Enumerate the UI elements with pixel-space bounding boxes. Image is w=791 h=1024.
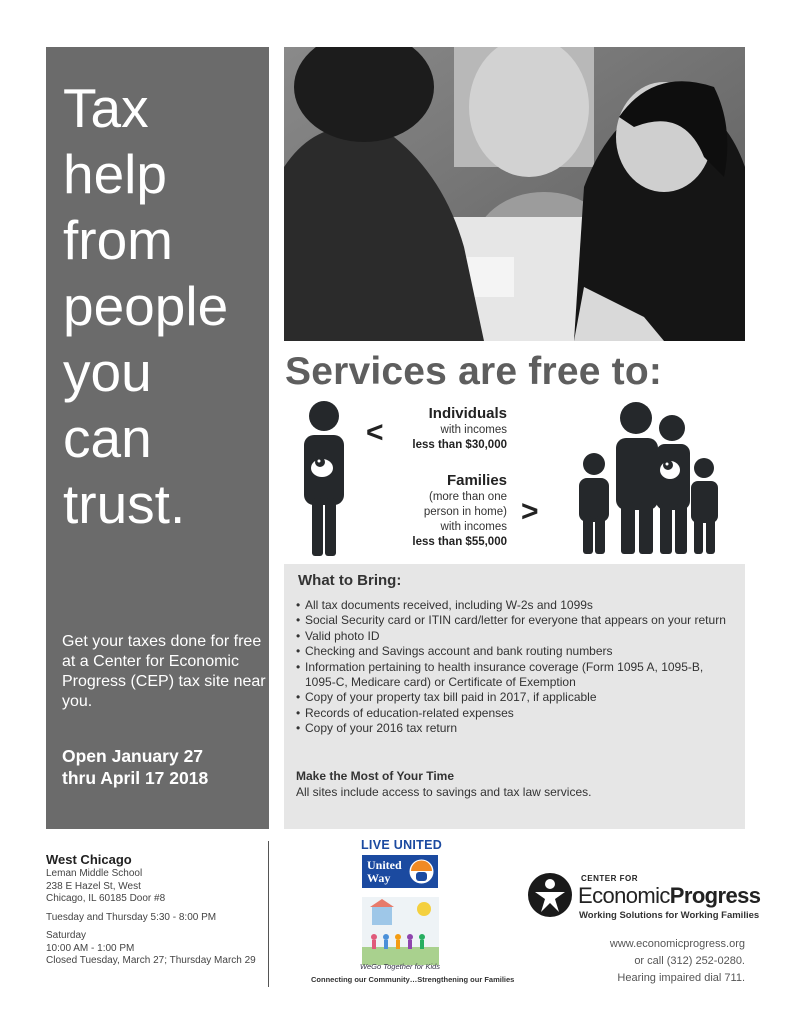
list-item: • Copy of your property tax bill paid in 2017, if applicable xyxy=(296,690,736,705)
contact-info xyxy=(560,936,745,987)
family-icon xyxy=(574,398,722,554)
phone-number: or call (312) 252-0280. xyxy=(634,955,745,967)
headline-line: can xyxy=(63,407,152,469)
hearing-impaired-line: Hearing impaired dial 711. xyxy=(617,972,745,984)
united-way-hand-icon xyxy=(408,858,435,885)
headline-line: people xyxy=(63,275,229,337)
united-way-logo xyxy=(362,855,438,888)
headline-line: you xyxy=(63,341,152,403)
united-way-text: Way xyxy=(367,871,391,885)
divider xyxy=(268,841,269,987)
families-income-limit: less than $55,000 xyxy=(412,536,507,548)
individuals-line: with incomes xyxy=(440,424,507,436)
headline-line: from xyxy=(63,209,173,271)
intro-text: Get your taxes done for free at a Center for Economic Progress (CEP) tax site near you. xyxy=(62,633,266,710)
address-line: Leman Middle School xyxy=(46,868,143,879)
less-than-symbol: < xyxy=(366,416,384,449)
connecting-tagline: Connecting our Community…Strengthening our Families xyxy=(311,975,515,984)
headline-line: Tax xyxy=(63,77,149,139)
saturday-label: Saturday xyxy=(46,930,87,941)
headline xyxy=(63,75,263,537)
services-title: Services are free to: xyxy=(285,350,663,393)
weekday-hours: Tuesday and Thursday 5:30 - 8:00 PM xyxy=(46,911,217,923)
families-group xyxy=(380,472,507,550)
united-way-text: United xyxy=(367,858,402,872)
cep-name xyxy=(578,883,760,909)
tax-preparer-photo xyxy=(284,47,745,341)
address-line: Chicago, IL 60185 Door #8 xyxy=(46,893,166,904)
list-item: • Valid photo ID xyxy=(296,629,736,644)
location-info xyxy=(46,852,271,968)
what-to-bring-box xyxy=(284,564,745,829)
saturday-hours: 10:00 AM - 1:00 PM xyxy=(46,942,135,954)
cep-center-for: CENTER FOR xyxy=(581,874,638,883)
greater-than-symbol: > xyxy=(521,495,539,528)
individuals-title: Individuals xyxy=(428,405,507,422)
make-the-most-text: All sites include access to savings and tax law services. xyxy=(296,785,592,799)
location-title: West Chicago xyxy=(46,852,132,867)
kids-drawing-illustration xyxy=(362,897,439,965)
list-item: • Information pertaining to health insurance coverage (Form 1095 A, 1095-B, 1095-C, Medicare card) or Certificate of Exemption xyxy=(296,660,736,691)
headline-line: help xyxy=(63,143,167,205)
what-to-bring-title: What to Bring: xyxy=(298,572,402,589)
list-item: • Records of education-related expenses xyxy=(296,706,736,721)
cep-economic: Economic xyxy=(578,883,670,908)
wego-together-logo xyxy=(362,897,439,965)
list-item: • Social Security card or ITIN card/letter for everyone that appears on your return xyxy=(296,613,736,628)
sidebar-panel xyxy=(46,47,269,829)
families-line: (more than one xyxy=(429,491,507,503)
make-the-most-title: Make the Most of Your Time xyxy=(296,769,455,783)
list-item: • Copy of your 2016 tax return xyxy=(296,721,736,736)
individual-person-icon xyxy=(292,398,356,558)
dates-line: thru April 17 2018 xyxy=(62,768,209,788)
address-line: 238 E Hazel St, West xyxy=(46,880,141,892)
list-item: • All tax documents received, including W-2s and 1099s xyxy=(296,598,736,613)
individuals-income-limit: less than $30,000 xyxy=(412,439,507,451)
open-dates xyxy=(62,745,267,789)
photo-illustration xyxy=(284,47,745,341)
bring-list xyxy=(296,598,736,737)
dates-line: Open January 27 xyxy=(62,746,204,766)
cep-star-logo-icon xyxy=(527,872,573,918)
families-line: person in home) xyxy=(423,506,507,518)
list-item: • Checking and Savings account and bank routing numbers xyxy=(296,644,736,659)
cep-progress: Progress xyxy=(669,883,761,908)
individuals-group xyxy=(403,405,507,453)
wego-text: WeGo Together for Kids xyxy=(360,962,441,971)
closed-dates: Closed Tuesday, March 27; Thursday March 29 xyxy=(46,955,256,966)
website-link[interactable]: www.economicprogress.org xyxy=(609,938,745,950)
families-line: with incomes xyxy=(440,521,507,533)
headline-line: trust. xyxy=(63,473,186,535)
live-united-text: LIVE UNITED xyxy=(361,838,443,852)
families-title: Families xyxy=(446,472,507,489)
cep-tagline: Working Solutions for Working Families xyxy=(579,910,760,921)
